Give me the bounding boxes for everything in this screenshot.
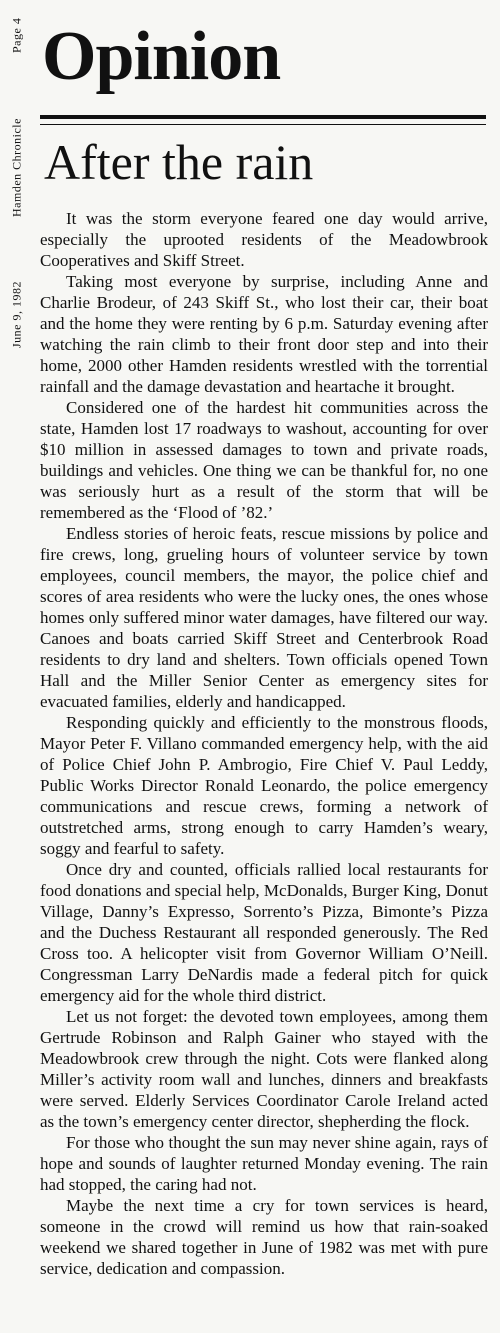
publication-name: Hamden Chronicle (9, 117, 24, 217)
paragraph: Considered one of the hardest hit communities across the state, Hamden lost 17 roadways to washout, accounting for over $10 million in assessed damages to town and private roads, buildings and vehicles. One thing we can be thankful for, no one was seriously hurt as a result of the storm that will be remembered as the ‘Flood of ’82.’ (40, 398, 488, 522)
paragraph: Responding quickly and efficiently to the monstrous floods, Mayor Peter F. Villano commanded emergency help, with the aid of Police Chief John P. Ambrogio, Fire Chief V. Paul Leddy, Public Works Director Ronald Leonardo, the police emergency communications and rescue crews, forming a network of outstretched arms, strong enough to carry Hamden’s weary, soggy and fearful to safety. (40, 713, 488, 858)
paragraph: Endless stories of heroic feats, rescue missions by police and fire crews, long, grueling hours of volunteer service by town employees, council members, the mayor, the police chief and scores of area residents who were the lucky ones, the ones whose homes only suffered minor water damages, have filtered our way. Canoes and boats carried Skiff Street and Centerbrook Road residents to dry land and shelters. Town officials opened Town Hall and the Miller Senior Center as emergency sites for evacuated families, elderly and handicapped. (40, 524, 488, 711)
masthead-rule-thin (40, 124, 486, 125)
page-sideline (4, 18, 30, 348)
page-number: Page 4 (9, 18, 24, 54)
article-body (40, 208, 488, 1279)
date-line: June 9, 1982 (9, 281, 24, 348)
masthead-rule (40, 115, 486, 119)
paragraph: Maybe the next time a cry for town services is heard, someone in the crowd will remind us how that rain-soaked weekend we shared together in June of 1982 was met with pure service, dedication and compassion. (40, 1196, 488, 1278)
paragraph: For those who thought the sun may never shine again, rays of hope and sounds of laughter returned Monday evening. The rain had stopped, the caring had not. (40, 1133, 488, 1194)
paragraph: Once dry and counted, officials rallied local restaurants for food donations and special help, McDonalds, Burger King, Donut Village, Danny’s Expresso, Sorrento’s Pizza, Bimonte’s Pizza and the Duchess Restaurant all responded generously. The Red Cross too. A helicopter visit from Governor William O’Neill. Congressman Larry DeNardis made a federal pitch for quick emergency aid for the whole third district. (40, 860, 488, 1005)
paragraph: It was the storm everyone feared one day would arrive, especially the uprooted residents of the Meadowbrook Cooperatives and Skiff Street. (40, 209, 488, 270)
paragraph: Let us not forget: the devoted town employees, among them Gertrude Robinson and Ralph Gainer who stayed with the Meadowbrook crew through the night. Cots were flanked along Miller’s activity room wall and lunches, dinners and breakfasts were served. Elderly Services Coordinator Carole Ireland acted as the town’s emergency center director, shepherding the flock. (40, 1007, 488, 1131)
section-title: Opinion (42, 18, 281, 95)
paragraph: Taking most everyone by surprise, including Anne and Charlie Brodeur, of 243 Skiff St., who lost their car, their boat and the home they were renting by 6 p.m. Saturday evening after watching the rain climb to their front door step and into their home, 2000 other Hamden residents wrestled with the torrential rainfall and the damage devastation and heartache it brought. (40, 272, 488, 396)
article-headline: After the rain (44, 134, 314, 190)
